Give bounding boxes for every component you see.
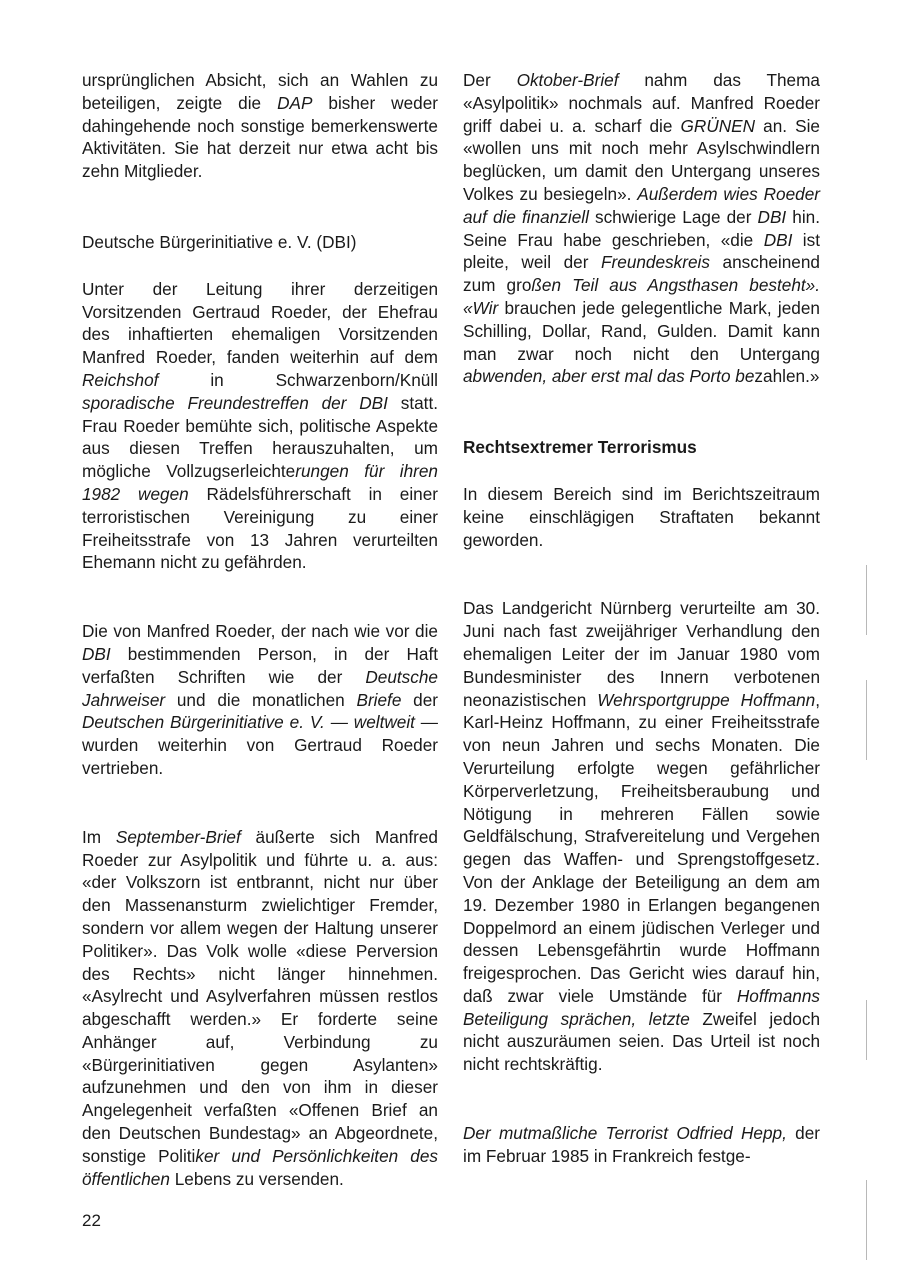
paragraph [82, 826, 438, 1191]
section-heading [82, 231, 438, 254]
text: an. Sie «wollen uns mit noch mehr Asylschwindlern beglücken, um damit den Untergang unseres Volkes zu besiegeln». [463, 115, 820, 204]
italic-text: sporadische Freundestreffen der DBI [82, 392, 388, 413]
scan-artifact-line [866, 565, 867, 635]
text: , Karl-Heinz Hoffmann, zu einer Freiheitsstrafe von neun Jahren und sechs Monaten. Die Verurteilung erfolgte wegen gefährlicher Körperverletzung, Freiheitsberaubung und Nötigung in mehreren Fällen sowie Geldfälschung, Strafvereitelung und Vergehen gegen das Waffen- und Sprengstoffgesetz. Von der Anklage der Beteiligung an dem am 19. Dezember 1980 in Erlangen begangenen Doppelmord an einem jüdischen Verleger und dessen Lebensgefährtin wurde Hoffmann freigesprochen. Das Gericht wies darauf hin, daß zwar viele Umstände für [463, 689, 820, 1006]
italic-text: Hoffmanns Beteiligung sprächen, letzte [463, 985, 820, 1029]
text: ist pleite, weil der [463, 229, 820, 273]
scan-artifact-line [866, 1000, 867, 1060]
section-heading [463, 436, 820, 459]
text: Im [82, 826, 116, 847]
italic-text: DBI [757, 206, 787, 227]
italic-text: Außerdem wies Roeder auf die finanziell [463, 183, 820, 227]
text: Der [463, 70, 517, 90]
italic-text: rungen für ihren 1982 wegen [82, 461, 438, 504]
italic-text: Briefe [356, 689, 402, 710]
italic-text: Reichshof [82, 369, 159, 390]
text: schwierige Lage der [588, 206, 758, 227]
italic-text: Deutschen Bürgerinitiative e. V. — weltweit [82, 712, 415, 733]
scan-artifact-line [866, 1180, 867, 1260]
text: in Schwarzenborn/Knüll [158, 369, 438, 390]
text: anscheinend zum gro [463, 252, 820, 296]
text: Rädelsführerschaft in einer terroristischen Vereinigung zu einer Freiheitsstrafe von 13 Jahren verurteilten Ehemann nicht zu gefährden. [82, 483, 438, 573]
text: Rechtsextremer Terrorismus [463, 437, 697, 458]
italic-text: GRÜNEN [680, 115, 756, 136]
paragraph [463, 1122, 820, 1168]
paragraph [82, 278, 438, 574]
italic-text: Wehrsportgruppe Hoffmann [597, 689, 816, 710]
italic-text: Der mutmaßliche Terrorist Odfried Hepp, [463, 1123, 787, 1144]
text: Die von Manfred Roeder, der nach wie vor die [82, 621, 438, 642]
italic-text: Oktober-Brief [516, 70, 619, 90]
italic-text: September-Brief [115, 826, 241, 847]
right-column [463, 69, 820, 1168]
text: Deutsche Bürgerinitiative e. V. (DBI) [82, 231, 357, 252]
paragraph [463, 597, 820, 1076]
text: zahlen.» [754, 366, 820, 387]
text: und die monatlichen [165, 689, 357, 710]
scan-artifact-line [866, 680, 867, 760]
left-column [82, 69, 438, 1190]
italic-text: ker und Persönlichkeiten des öffentlichen [82, 1145, 438, 1189]
text: — wurden weiterhin von Gertraud Roeder vertrieben. [82, 712, 438, 778]
paragraph [82, 69, 438, 183]
text: nahm das Thema «Asylpolitik» nochmals auf. Manfred Roeder griff dabei u. a. scharf die [463, 70, 820, 136]
italic-text: ßen Teil aus Angsthasen besteht». «Wir [463, 275, 820, 318]
text: In diesem Bereich sind im Berichtszeitraum keine einschlägigen Straftaten bekannt geworden. [463, 483, 820, 550]
text: ursprünglichen Absicht, sich an Wahlen zu beteiligen, zeigte die [82, 70, 438, 113]
text: Unter der Leitung ihrer derzeitigen Vorsitzenden Gertraud Roeder, der Ehefrau des inhaftierten ehemaligen Vorsitzenden Manfred Roeder, fanden weiterhin auf dem [82, 278, 438, 368]
paragraph [82, 620, 438, 780]
text: Lebens zu versenden. [169, 1168, 344, 1189]
text: bisher weder dahingehende noch sonstige bemerkenswerte Aktivitäten. Sie hat derzeit nur etwa acht bis zehn Mitglieder. [82, 92, 438, 182]
text: der [401, 689, 439, 710]
text: brauchen jede gelegentliche Mark, jeden Schilling, Dollar, Rand, Gulden. Damit kann man zwar noch nicht den Untergang [463, 297, 820, 364]
italic-text: Freundeskreis [601, 252, 710, 273]
text: äußerte sich Manfred Roeder zur Asylpolitik und führte u. a. aus: «der Volkszorn ist entbrannt, nicht nur über den Massenansturm zwielichtiger Fremder, sondern vor allem wegen der Haltung unserer Politiker». Das Volk wolle «diese Perversion des Rechts» nicht länger hinnehmen. «Asylrecht und Asylverfahren müssen restlos abgeschafft werden.» Er forderte seine Anhänger auf, Verbindung zu «Bürgerinitiativen gegen Asylanten» aufzunehmen und den von ihm in dieser Angelegenheit verfaßten «Offenen Brief an den Deutschen Bundestag» an Abgeordnete, sonstige Politi [82, 826, 438, 1166]
paragraph [463, 69, 820, 388]
text: statt. Frau Roeder bemühte sich, politische Aspekte aus diesen Treffen herauszuhalten, um mögliche Vollzugserleichte [82, 392, 438, 482]
text: der im Februar 1985 in Frankreich festge- [463, 1123, 820, 1166]
text: bestimmenden Person, in der Haft verfaßten Schriften wie der [82, 643, 438, 687]
text: Zweifel jedoch nicht auszuräumen seien. Das Urteil ist noch nicht rechtskräftig. [463, 1008, 820, 1075]
italic-text: DAP [277, 92, 313, 113]
text: Das Landgericht Nürnberg verurteilte am 30. Juni nach fast zweijähriger Verhandlung den ehemaligen Leiter der im Januar 1980 vom Bundesminister des Innern verbotenen neonazistischen [463, 598, 820, 710]
italic-text: DBI [763, 229, 793, 250]
italic-text: DBI [82, 643, 111, 664]
page-number: 22 [82, 1211, 101, 1230]
text: hin. Seine Frau habe geschrieben, «die [463, 206, 820, 250]
italic-text: Deutsche Jahrweiser [82, 666, 438, 710]
paragraph [463, 483, 820, 551]
italic-text: abwenden, aber erst mal das Porto be [463, 366, 755, 387]
